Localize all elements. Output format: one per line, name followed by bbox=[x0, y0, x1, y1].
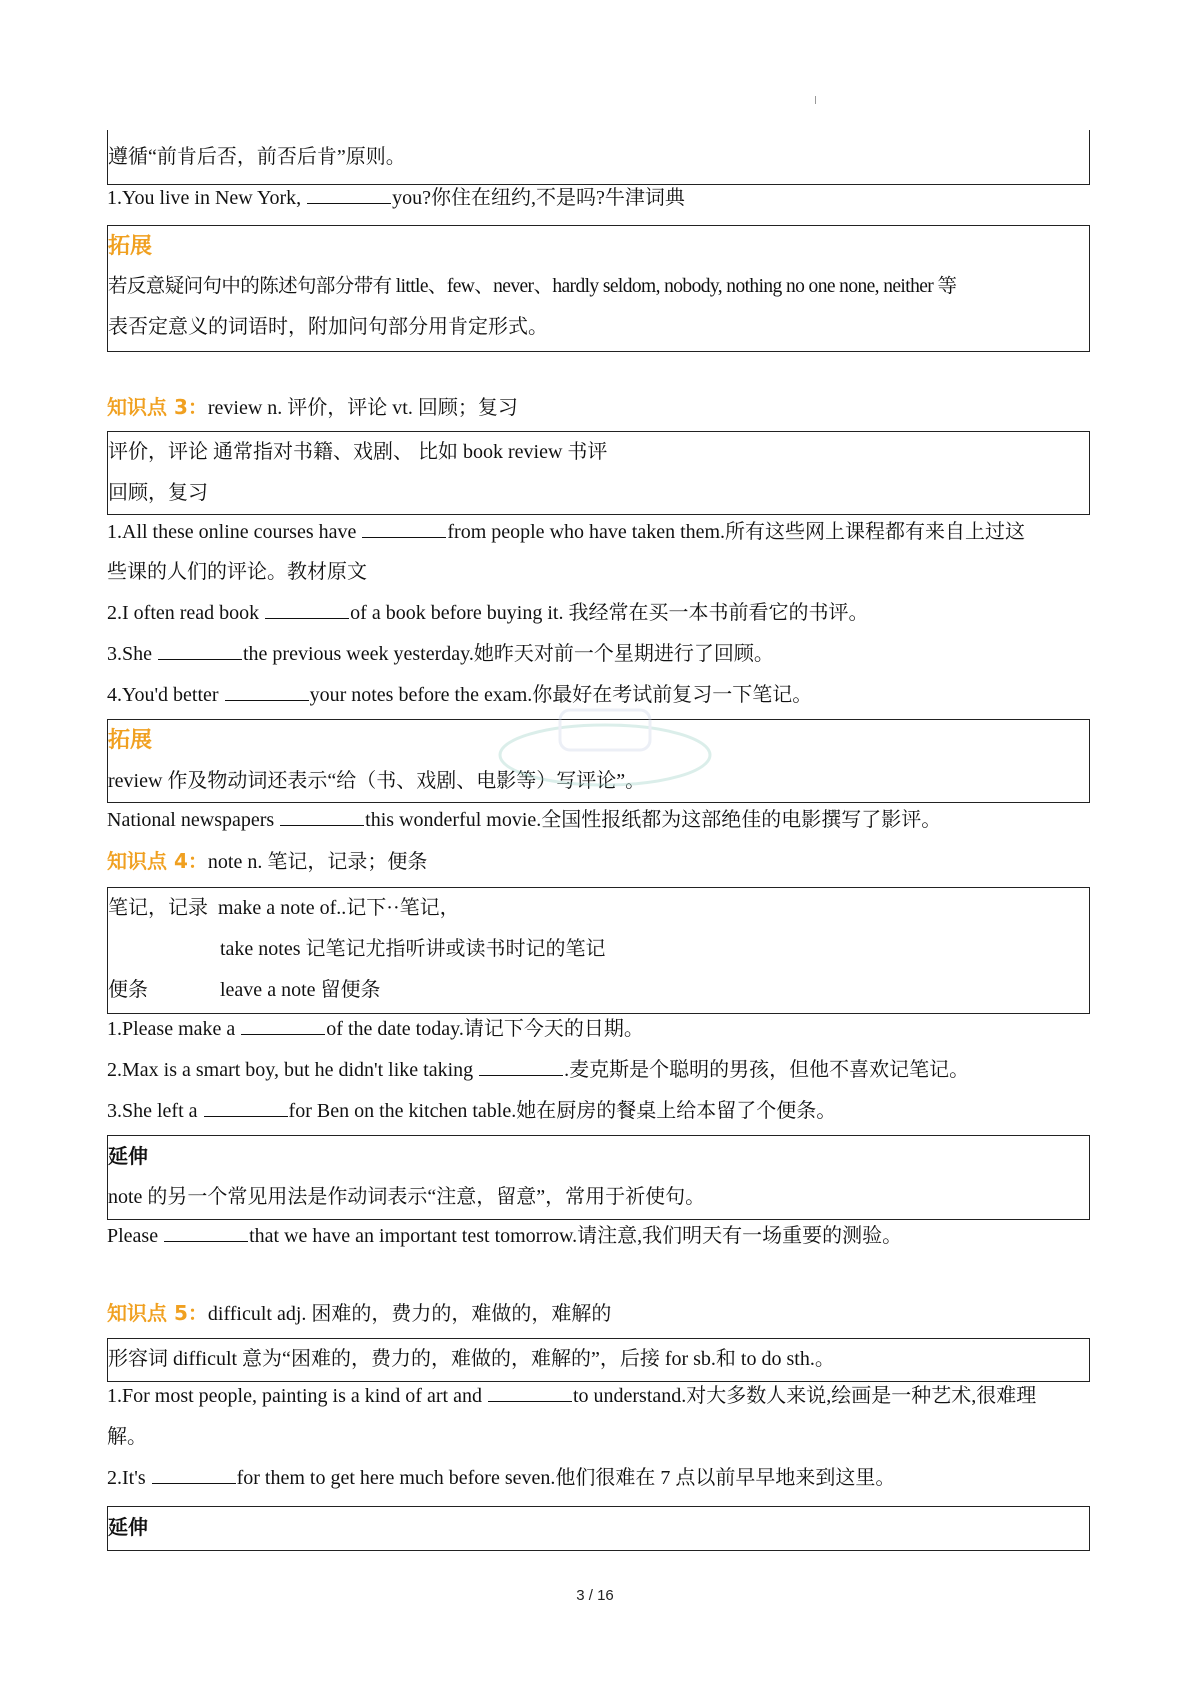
rule-text: 遵循“前肯后否，前否后肯”原则。 bbox=[108, 146, 406, 168]
extension-label: 拓展 bbox=[108, 728, 153, 753]
exercise-text: from people who have taken them.所有这些网上课程都有来自上过这 bbox=[447, 521, 1026, 543]
exercise-text: of a book before buying it. 我经常在买一本书前看它的书评。 bbox=[350, 602, 869, 624]
exercise-text: 3.She left a bbox=[107, 1100, 198, 1122]
definition-row bbox=[108, 970, 1088, 1010]
definition-term: 便条 bbox=[108, 979, 148, 1001]
exercise-item bbox=[107, 512, 1092, 552]
page-number: 3 / 16 bbox=[576, 1587, 614, 1604]
exercise-continuation: 解。 bbox=[107, 1426, 147, 1448]
exercise-continuation: 些课的人们的评论。教材原文 bbox=[107, 561, 367, 583]
extension-label: 延伸 bbox=[108, 1515, 148, 1539]
exercise-text: Please bbox=[107, 1225, 159, 1247]
knowledge-point-3-heading bbox=[107, 387, 1092, 428]
answer-blank[interactable] bbox=[479, 1053, 563, 1076]
definition-usage: leave a note 留便条 bbox=[220, 979, 381, 1001]
knowledge-point-label: 知识点 3： bbox=[107, 395, 208, 419]
exercise-text: 3.She bbox=[107, 643, 152, 665]
answer-blank[interactable] bbox=[204, 1094, 288, 1117]
knowledge-point-text: difficult adj. 困难的，费力的，难做的，难解的 bbox=[207, 1303, 612, 1325]
answer-blank[interactable] bbox=[280, 803, 364, 826]
extension-box bbox=[107, 225, 1090, 352]
example-text: you?你住在纽约,不是吗?牛津词典 bbox=[392, 187, 685, 209]
exercise-text: your notes before the exam.你最好在考试前复习一下笔记。 bbox=[309, 684, 813, 706]
knowledge-point-5-heading bbox=[107, 1293, 1092, 1334]
answer-blank[interactable] bbox=[362, 515, 446, 538]
answer-blank[interactable] bbox=[488, 1379, 572, 1402]
answer-blank[interactable] bbox=[158, 637, 242, 660]
extension-box bbox=[107, 1135, 1090, 1220]
exercise-item bbox=[107, 593, 1092, 633]
extension-title bbox=[108, 1136, 1088, 1177]
exercise-text: that we have an important test tomorrow.请注意,我们明天有一场重要的测验。 bbox=[249, 1225, 903, 1247]
exercise-item bbox=[107, 1091, 1092, 1131]
exercise-text: 2.I often read book bbox=[107, 602, 260, 624]
answer-blank[interactable] bbox=[241, 1012, 325, 1035]
exercise-text: 4.You'd better bbox=[107, 684, 219, 706]
exercise-text: 2.It's bbox=[107, 1467, 146, 1489]
extension-text: 若反意疑问句中的陈述句部分带有 little、few、never、hardly seldom, nobody, nothing no one none, neither 等 bbox=[108, 276, 957, 297]
rule-box bbox=[107, 130, 1090, 185]
answer-blank[interactable] bbox=[307, 181, 391, 204]
page-marker bbox=[815, 96, 816, 104]
knowledge-point-text: review n. 评价，评论 vt. 回顾；复习 bbox=[207, 397, 518, 419]
knowledge-point-text: note n. 笔记，记录；便条 bbox=[207, 851, 428, 873]
exercise-text: to understand.对大多数人来说,绘画是一种艺术,很难理 bbox=[572, 1385, 1037, 1407]
exercise-text: National newspapers bbox=[107, 809, 275, 831]
exercise-text: 1.All these online courses have bbox=[107, 521, 357, 543]
definition-box bbox=[107, 887, 1090, 1014]
definition-usage: make a note of..记下··笔记， bbox=[218, 897, 460, 919]
definition-text: 形容词 difficult 意为“困难的，费力的，难做的，难解的”，后接 for sb.和 to do sth.。 bbox=[108, 1348, 835, 1370]
exercise-text: for Ben on the kitchen table.她在厨房的餐桌上给本留了个便条。 bbox=[288, 1100, 837, 1122]
knowledge-point-label: 知识点 5： bbox=[107, 1301, 208, 1325]
definition-row bbox=[108, 888, 1088, 928]
extension-title bbox=[108, 1507, 1088, 1548]
extension-label: 拓展 bbox=[108, 234, 153, 259]
exercise-text: of the date today.请记下今天的日期。 bbox=[326, 1018, 644, 1040]
exercise-item bbox=[107, 1376, 1092, 1416]
exercise-text: .麦克斯是个聪明的男孩，但他不喜欢记笔记。 bbox=[564, 1059, 970, 1081]
exercise-item bbox=[107, 1458, 1092, 1498]
exercise-text: for them to get here much before seven.他们很难在 7 点以前早早地来到这里。 bbox=[236, 1467, 896, 1489]
question-tag-example bbox=[107, 178, 1092, 218]
extension-text: review 作及物动词还表示“给（书、戏剧、电影等）写评论”。 bbox=[108, 770, 646, 792]
extension-text: note 的另一个常见用法是作动词表示“注意，留意”，常用于祈使句。 bbox=[108, 1186, 706, 1208]
definition-text: 评价，评论 通常指对书籍、戏剧、 比如 book review 书评 bbox=[108, 441, 608, 463]
exercise-item bbox=[107, 1009, 1092, 1049]
exercise-item bbox=[107, 1050, 1092, 1090]
example-text: 1.You live in New York, bbox=[107, 187, 302, 209]
exercise-item bbox=[107, 1216, 1092, 1256]
definition-text: 回顾，复习 bbox=[108, 482, 208, 504]
answer-blank[interactable] bbox=[152, 1461, 236, 1484]
answer-blank[interactable] bbox=[164, 1219, 248, 1242]
definition-row bbox=[108, 929, 1088, 969]
answer-blank[interactable] bbox=[225, 678, 309, 701]
exercise-text: 2.Max is a smart boy, but he didn't like taking bbox=[107, 1059, 474, 1081]
extension-label: 延伸 bbox=[108, 1144, 148, 1168]
watermark-logo bbox=[490, 700, 720, 810]
exercise-text: the previous week yesterday.她昨天对前一个星期进行了回顾。 bbox=[243, 643, 774, 665]
exercise-item bbox=[107, 634, 1092, 674]
extension-title bbox=[108, 227, 1088, 267]
exercise-text: 1.Please make a bbox=[107, 1018, 236, 1040]
extension-text: 表否定意义的词语时，附加问句部分用肯定形式。 bbox=[108, 316, 548, 338]
definition-box bbox=[107, 431, 1090, 515]
exercise-text: this wonderful movie.全国性报纸都为这部绝佳的电影撰写了影评。 bbox=[365, 809, 942, 831]
definition-term: 笔记，记录 bbox=[108, 897, 208, 919]
answer-blank[interactable] bbox=[265, 596, 349, 619]
exercise-text: 1.For most people, painting is a kind of art and bbox=[107, 1385, 482, 1407]
knowledge-point-4-heading bbox=[107, 841, 1092, 882]
definition-usage: take notes 记笔记尤指听讲或读书时记的笔记 bbox=[220, 938, 606, 960]
knowledge-point-label: 知识点 4： bbox=[107, 849, 208, 873]
extension-box bbox=[107, 1506, 1090, 1551]
